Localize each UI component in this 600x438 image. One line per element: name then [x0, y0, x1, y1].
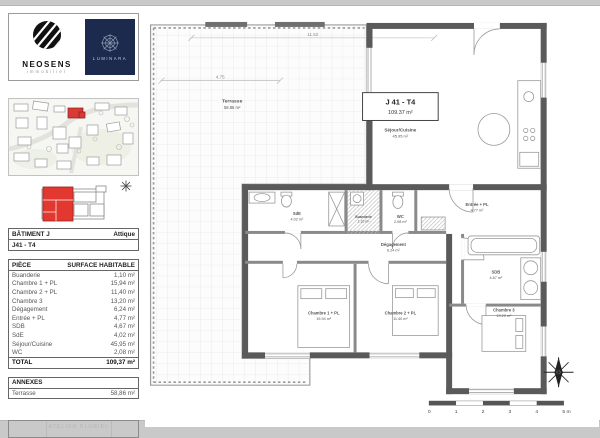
annexes-table — [8, 377, 139, 399]
svg-text:45.95 m²: 45.95 m² — [392, 133, 409, 139]
table-row: Chambre 3 13,20 m² — [12, 297, 135, 305]
room-label-wc — [394, 214, 408, 224]
key-plan-drawing — [8, 180, 137, 225]
svg-text:4.67 m²: 4.67 m² — [489, 276, 503, 281]
title-block-credits — [9, 421, 47, 437]
svg-text:6.24 m²: 6.24 m² — [387, 248, 400, 253]
north-arrow-small-icon — [121, 181, 132, 192]
table-row: Chambre 1 + PL 15,94 m² — [12, 280, 135, 288]
svg-text:2: 2 — [481, 410, 485, 416]
svg-text:J 41 - T4: J 41 - T4 — [385, 97, 416, 107]
title-block — [8, 420, 139, 438]
svg-text:Buanderie: Buanderie — [355, 215, 372, 220]
room-label-sde — [290, 211, 304, 221]
unit-label: J41 - T4 — [12, 241, 36, 249]
table-row: SDB 4,67 m² — [12, 323, 135, 331]
firm-name: ATELIER PLURIEL — [48, 423, 110, 430]
site-map-drawing — [9, 99, 138, 173]
svg-text:58.86 m²: 58.86 m² — [223, 105, 241, 111]
svg-text:109.37 m²: 109.37 m² — [388, 110, 413, 117]
svg-text:11.40 m²: 11.40 m² — [393, 317, 408, 322]
scale-bar — [428, 401, 571, 415]
table-row: Chambre 2 + PL 11,40 m² — [12, 288, 135, 296]
level-label: Attique — [113, 230, 135, 238]
table-row: Buanderie 1,10 m² — [12, 271, 135, 279]
annexes-table-body — [9, 389, 138, 398]
svg-text:Chambre 2 + PL: Chambre 2 + PL — [384, 310, 417, 316]
surface-table — [8, 259, 139, 369]
col-piece: PIÈCE — [12, 261, 31, 269]
table-row: Terrasse 58,86 m² — [12, 389, 135, 397]
batiment-table — [8, 228, 139, 251]
svg-text:Dégagement: Dégagement — [380, 241, 406, 247]
luminara-name: LUMINARA — [92, 56, 128, 61]
svg-text:WC: WC — [396, 214, 404, 220]
neosens-tagline: immobilier — [26, 69, 68, 74]
svg-text:1.10 m²: 1.10 m² — [357, 219, 370, 224]
surface-table-header — [9, 260, 138, 271]
key-plan-unit-highlight — [43, 187, 73, 221]
svg-text:13.20 m²: 13.20 m² — [496, 314, 512, 319]
unit-label-box — [363, 93, 439, 121]
table-row: Séjour/Cuisine 45,95 m² — [12, 340, 135, 348]
svg-text:4.77 m²: 4.77 m² — [470, 208, 484, 213]
floor-plan-area — [145, 13, 599, 427]
total-label: TOTAL — [12, 359, 33, 367]
room-label-sdb — [490, 270, 504, 280]
surface-table-body — [9, 271, 138, 357]
svg-text:Terrasse: Terrasse — [221, 99, 243, 105]
svg-text:15.94 m²: 15.94 m² — [316, 317, 332, 322]
svg-text:Chambre 3: Chambre 3 — [493, 307, 515, 313]
svg-text:Entrée + PL: Entrée + PL — [465, 202, 489, 208]
svg-text:0: 0 — [427, 410, 431, 416]
total-value: 109,37 m² — [106, 359, 135, 367]
svg-text:SDB: SDB — [491, 269, 501, 275]
table-row: Dégagement 6,24 m² — [12, 306, 135, 314]
room-label-entree — [466, 202, 489, 212]
dimension-value: 11.52 — [307, 31, 319, 37]
svg-text:5 m: 5 m — [562, 410, 571, 416]
annexes-title: ANNEXES — [12, 379, 43, 387]
svg-text:2.08 m²: 2.08 m² — [393, 219, 407, 224]
key-plan — [8, 180, 139, 225]
title-block-firm — [47, 421, 113, 437]
title-block-date — [112, 421, 138, 437]
svg-text:Séjour/Cuisine: Séjour/Cuisine — [384, 127, 417, 133]
neosens-logo — [12, 20, 82, 74]
neosens-logo-icon — [30, 20, 64, 54]
table-row: SdE 4,02 m² — [12, 331, 135, 339]
room-label-degagement — [381, 242, 407, 252]
north-arrow-icon — [544, 357, 574, 387]
col-surface: SURFACE HABITABLE — [67, 261, 135, 269]
surface-table-total — [9, 357, 138, 368]
svg-text:3: 3 — [508, 410, 512, 416]
site-map — [8, 98, 139, 176]
room-label-sejour — [384, 127, 416, 138]
batiment-label: BÂTIMENT J — [12, 230, 50, 238]
luminara-emblem-icon — [100, 33, 120, 53]
dimension-value: 4.75 — [215, 74, 225, 80]
room-label-terrasse — [222, 99, 243, 110]
paper-sheet — [0, 5, 600, 430]
luminara-logo — [85, 19, 135, 75]
svg-text:SdE: SdE — [292, 211, 301, 217]
neosens-name: NEOSENS — [22, 60, 72, 69]
annexes-header — [9, 378, 138, 389]
svg-text:1: 1 — [454, 410, 458, 416]
svg-text:4.02 m²: 4.02 m² — [290, 217, 304, 222]
logo-panel — [8, 13, 139, 81]
table-row: WC 2,08 m² — [12, 349, 135, 357]
site-map-highlighted-building — [68, 108, 85, 118]
svg-text:Chambre 1 + PL: Chambre 1 + PL — [307, 310, 340, 316]
table-row: Entrée + PL 4,77 m² — [12, 314, 135, 322]
sidebar — [8, 13, 139, 438]
svg-text:4: 4 — [535, 410, 539, 416]
batiment-header — [9, 229, 138, 240]
floor-plan-svg — [145, 13, 599, 427]
